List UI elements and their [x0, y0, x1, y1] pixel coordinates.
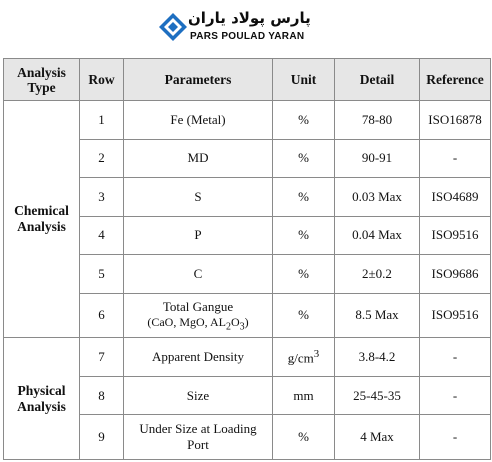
unit: % — [273, 415, 335, 460]
unit: $g/cm^3$ — [273, 338, 335, 377]
row-number: 3 — [80, 178, 124, 217]
unit: % — [273, 178, 335, 217]
detail: 25-45-35 — [335, 376, 420, 415]
unit: % — [273, 293, 335, 338]
logo-diamond-icon — [159, 13, 187, 41]
reference: ISO9686 — [420, 255, 491, 294]
analysis-type-chemical: Chemical Analysis — [4, 101, 80, 338]
detail: 4 Max — [335, 415, 420, 460]
row-number: 2 — [80, 139, 124, 178]
reference: ISO16878 — [420, 101, 491, 140]
parameter-main: Under Size at Loading — [139, 421, 257, 437]
detail: 0.04 Max — [335, 216, 420, 255]
row-number: 6 — [80, 293, 124, 338]
table-row — [4, 338, 491, 377]
detail: 2±0.2 — [335, 255, 420, 294]
reference: ISO4689 — [420, 178, 491, 217]
parameter-name: Size — [124, 376, 273, 415]
parameter-main: Total Gangue — [162, 298, 234, 314]
parameter-sub: Port — [187, 437, 209, 453]
reference: ISO9516 — [420, 216, 491, 255]
unit: % — [273, 139, 335, 178]
table-header-row — [4, 59, 491, 101]
detail: 0.03 Max — [335, 178, 420, 217]
header-unit: Unit — [273, 59, 335, 101]
header-detail: Detail — [335, 59, 420, 101]
reference: - — [420, 415, 491, 460]
parameter-name: S — [124, 178, 273, 217]
reference: - — [420, 376, 491, 415]
reference: - — [420, 338, 491, 377]
row-number: 7 — [80, 338, 124, 377]
header-parameters: Parameters — [124, 59, 273, 101]
row-number: 8 — [80, 376, 124, 415]
detail: 90-91 — [335, 139, 420, 178]
detail: 3.8-4.2 — [335, 338, 420, 377]
unit: mm — [273, 376, 335, 415]
parameter-name: C — [124, 255, 273, 294]
logo-persian-name: پارس پولاد یاران — [188, 9, 311, 27]
parameter-name: Apparent Density — [124, 338, 273, 377]
row-number: 1 — [80, 101, 124, 140]
company-logo — [0, 7, 492, 49]
detail: 78-80 — [335, 101, 420, 140]
parameter-name: MD — [124, 139, 273, 178]
parameter-name — [124, 415, 273, 460]
logo-english-name: PARS POULAD YARAN — [190, 31, 305, 42]
unit: % — [273, 255, 335, 294]
header-row: Row — [80, 59, 124, 101]
header-analysis-type: Analysis Type — [4, 59, 80, 101]
table-row — [4, 101, 491, 140]
reference: ISO9516 — [420, 293, 491, 338]
parameter-sub: (CaO, MgO, $AL_2O_3$) — [147, 314, 249, 333]
unit: % — [273, 101, 335, 140]
detail: 8.5 Max — [335, 293, 420, 338]
unit: % — [273, 216, 335, 255]
specification-table — [3, 58, 491, 460]
parameter-name — [124, 293, 273, 338]
reference: - — [420, 139, 491, 178]
analysis-type-physical: Physical Analysis — [4, 338, 80, 460]
row-number: 9 — [80, 415, 124, 460]
row-number: 4 — [80, 216, 124, 255]
row-number: 5 — [80, 255, 124, 294]
parameter-name: P — [124, 216, 273, 255]
header-reference: Reference — [420, 59, 491, 101]
parameter-name: Fe (Metal) — [124, 101, 273, 140]
